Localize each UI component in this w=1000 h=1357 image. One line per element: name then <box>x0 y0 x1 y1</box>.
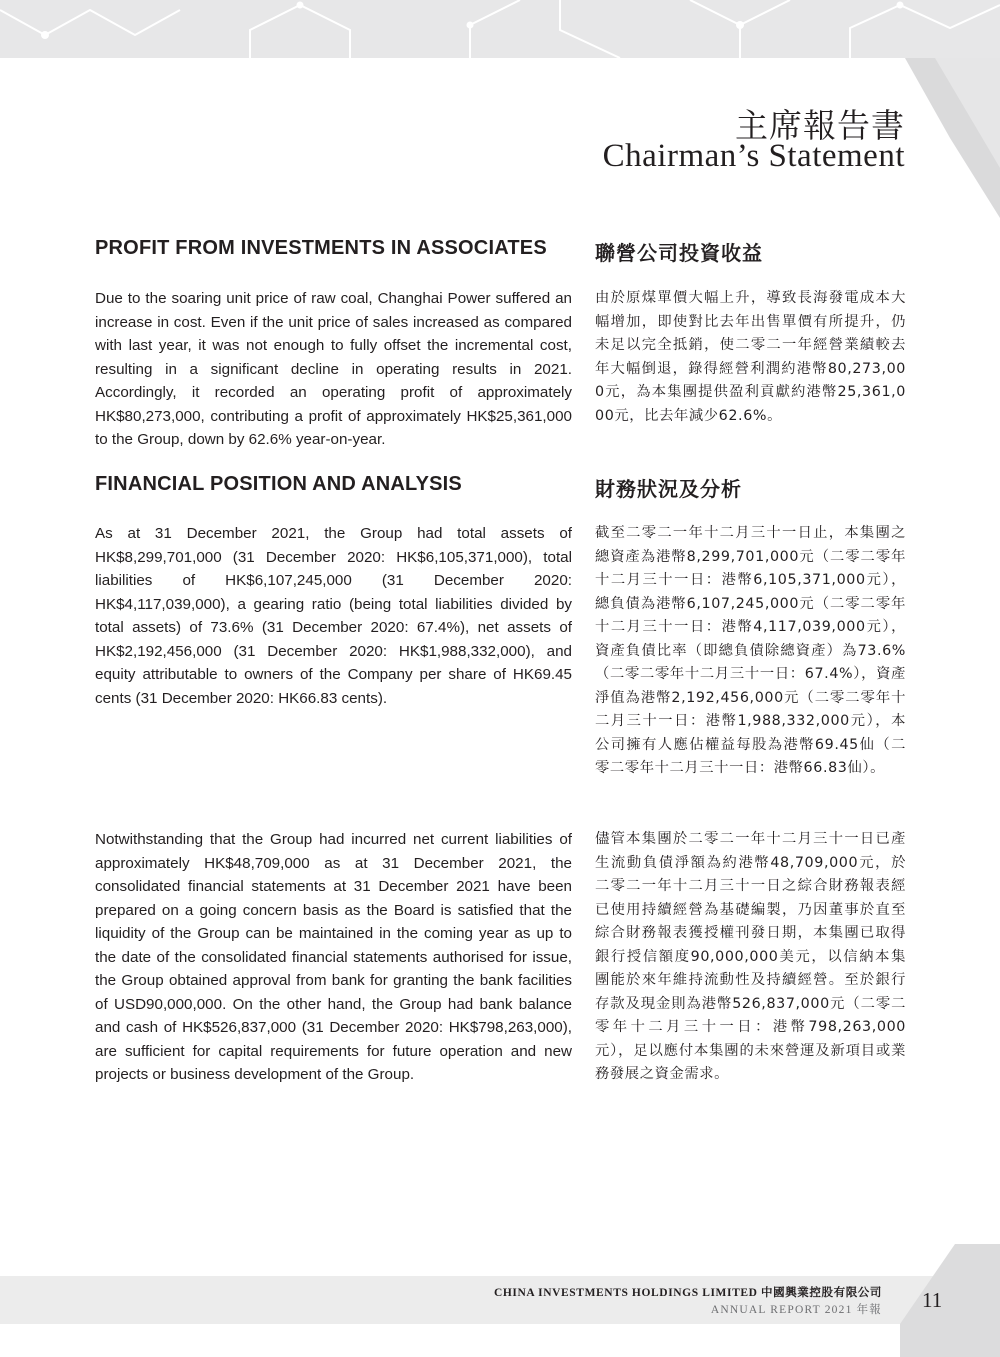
paragraph-profit-associates-cn: 由於原煤單價大幅上升，導致長海發電成本大幅增加，即使對比去年出售單價有所提升，仍未足以完全抵銷，使二零二一年經營業績較去年大幅倒退，錄得經營利潤約港幣80,273,000元，為本集團提供盈利貢獻約港幣25,361,000元，比去年減少62.6%。 <box>595 290 906 424</box>
footer-publication-info <box>494 1284 882 1317</box>
footer-company-name: CHINA INVESTMENTS HOLDINGS LIMITED 中國興業控股有限公司 <box>493 1287 882 1299</box>
section-heading-profit-associates-cn: 聯營公司投資收益 <box>595 241 763 265</box>
header-hexagon-band <box>0 0 1000 58</box>
corner-decoration-bottom-right <box>900 1244 1000 1357</box>
hexagon-pattern-graphic <box>0 0 1000 58</box>
page-number: 11 <box>922 1288 943 1312</box>
section-heading-financial-position-cn: 財務狀況及分析 <box>595 477 742 501</box>
footer-report-name: ANNUAL REPORT 2021 年報 <box>710 1304 882 1316</box>
paragraph-financial-position-cn: 截至二零二一年十二月三十一日止，本集團之總資產為港幣8,299,701,000元（二零二零年十二月三十一日：港幣6,105,371,000元），總負債為港幣6,107,245,000元（二零二零年十二月三十一日：港幣4,117,039,000元），資產負債比率（即總負債除總資產）為73.6%（二零二零年十二月三十一日：67.4%），資產淨值為港幣2,192,456,000元（二零二零年十二月三十一日：港幣1,988,332,000元），本公司擁有人應佔權益每股為港幣69.45仙（二零二零年十二月三十一日：港幣66.83仙）。 <box>595 525 906 776</box>
page-title-chinese: 主席報告書 <box>735 106 905 145</box>
paragraph-profit-associates-en: Due to the soaring unit price of raw coal, Changhai Power suffered an increase in cost. Even if the unit price of sales increased as compared with last year, it was not enough to fully offset the incremental cost, resulting in a significant decline in operating results in 2021. Accordingly, it recorded an operating profit of approximately HK$80,273,000, contributing a profit of approximately HK$25,361,000 to the Group, down by 62.6% year-on-year. <box>95 290 572 448</box>
section-heading-financial-position-en: FINANCIAL POSITION AND ANALYSIS <box>95 473 462 495</box>
section-heading-profit-associates-en: PROFIT FROM INVESTMENTS IN ASSOCIATES <box>95 237 547 259</box>
corner-decoration-top-right <box>905 58 1000 218</box>
page-title-english: Chairman’s Statement <box>602 138 905 174</box>
paragraph-financial-position-en: As at 31 December 2021, the Group had total assets of HK$8,299,701,000 (31 December 2020: HK$6,105,371,000), total liabilities of HK$6,107,245,000 (31 December 2020: HK$4,117,039,000), a gearing ratio (being total liabilities divided by total assets) of 73.6% (31 December 2020: 67.4%), net assets of HK$2,192,456,000 (31 December 2020: HK$1,988,332,000), and equity attributable to owners of the Company per share of HK69.45 cents (31 December 2020: HK66.83 cents). <box>95 525 572 707</box>
paragraph-going-concern-en: Notwithstanding that the Group had incurred net current liabilities of approximately HK$48,709,000 as at 31 December 2021, the consolidated financial statements at 31 December 2021 have been prepared on a going concern basis as the Board is satisfied that the liquidity of the Group can be maintained in the coming year as up to the date of the consolidated financial statements authorised for issue, the Group obtained approval from bank for granting the bank facilities of USD90,000,000. On the other hand, the Group had bank balance and cash of HK$526,837,000 (31 December 2020: HK$798,263,000), are sufficient for capital requirements for future operation and new projects or business development of the Group. <box>95 831 572 1083</box>
paragraph-going-concern-cn: 儘管本集團於二零二一年十二月三十一日已產生流動負債淨額為約港幣48,709,000元，於二零二一年十二月三十一日之綜合財務報表經已使用持續經營為基礎編製，乃因董事於直至綜合財務報表獲授權刊發日期，本集團已取得銀行授信額度90,000,000美元，以信納本集團能於來年維持流動性及持續經營。至於銀行存款及現金則為港幣526,837,000元（二零二零年十二月三十一日：港幣798,263,000元），足以應付本集團的未來營運及新項目或業務發展之資金需求。 <box>595 831 906 1082</box>
